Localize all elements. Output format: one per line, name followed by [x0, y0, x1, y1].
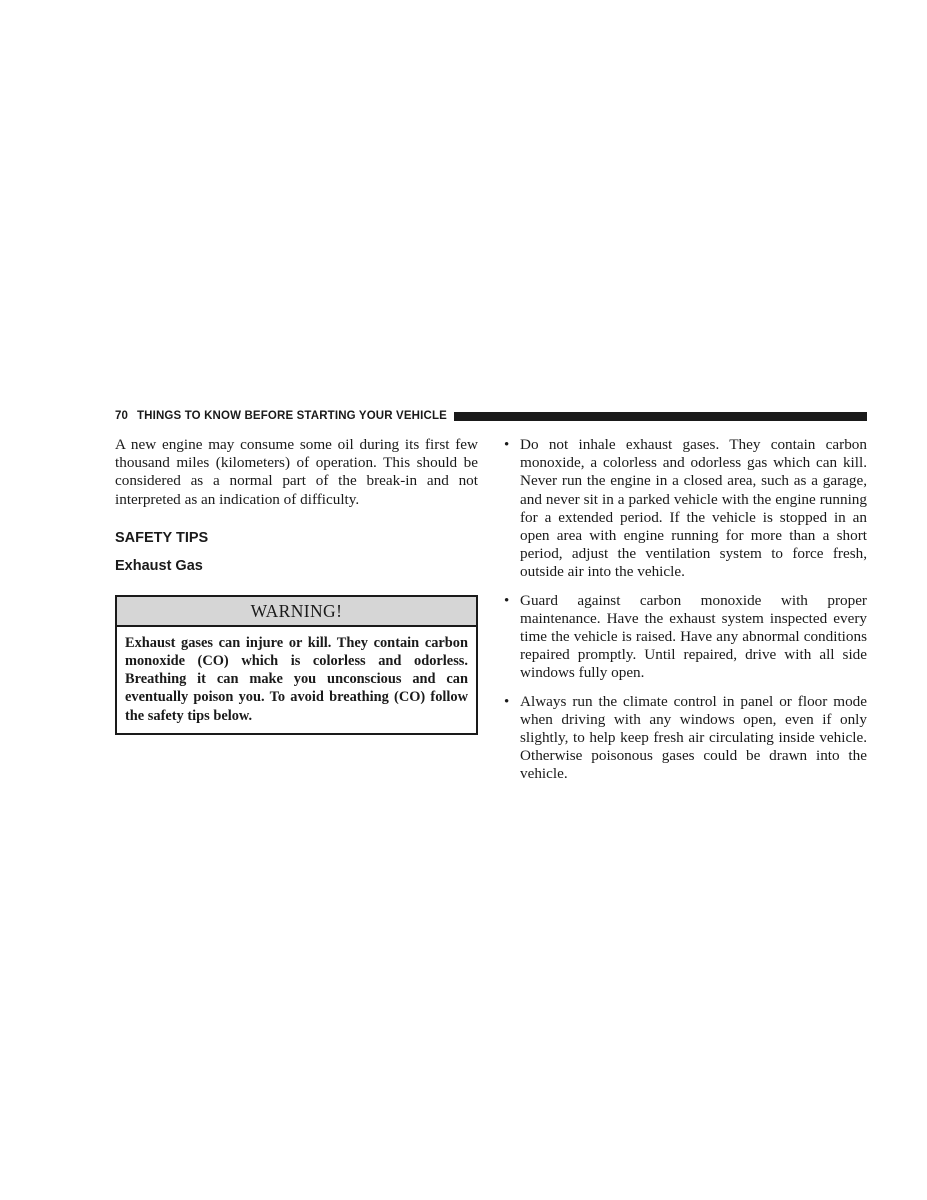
warning-title: WARNING! — [117, 597, 476, 627]
left-column — [115, 436, 478, 735]
list-item-text: Guard against carbon monoxide with proper maintenance. Have the exhaust system inspected every time the vehicle is raised. Have any abnormal conditions repaired promptly. Until repaired, drive with all side windows fully open. — [520, 591, 867, 682]
list-item — [503, 436, 867, 582]
list-item — [503, 693, 867, 784]
warning-box — [115, 595, 478, 735]
list-item-text: Always run the climate control in panel or floor mode when driving with any windows open, even if only slightly, to help keep fresh air circulating inside vehicle. Otherwise poisonous gases could be drawn into the vehicle. — [520, 692, 867, 783]
intro-paragraph: A new engine may consume some oil during its first few thousand miles (kilometers) of operation. This should be considered as a normal part of the break-in and not interpreted as an indication of difficulty. — [115, 436, 478, 508]
list-item-text: Do not inhale exhaust gases. They contain carbon monoxide, a colorless and odorless gas which can kill. Never run the engine in a closed area, such as a garage, and never sit in a parked vehicle with the engine running for a extended period. If the vehicle is stopped in an open area with engine running for more than a short period, adjust the ventilation system to force fresh, outside air into the vehicle. — [520, 436, 867, 581]
running-section-title: THINGS TO KNOW BEFORE STARTING YOUR VEHICLE — [137, 410, 447, 422]
bullet-icon: • — [504, 437, 510, 453]
list-item — [503, 592, 867, 683]
header-rule — [454, 412, 867, 421]
bullet-icon: • — [504, 592, 510, 609]
section-heading: SAFETY TIPS — [115, 529, 209, 546]
bullet-icon: • — [504, 693, 510, 710]
page-header — [115, 409, 867, 423]
safety-tips-list — [503, 436, 867, 784]
right-column — [503, 436, 867, 794]
warning-body: Exhaust gases can injure or kill. They contain carbon monoxide (CO) which is colorless and odorless. Breathing it can make you unconscious and can eventually poison you. To avoid breathing (CO) follow the safety tips below. — [125, 634, 468, 724]
sub-heading: Exhaust Gas — [115, 557, 203, 574]
page-number: 70 — [115, 410, 128, 422]
